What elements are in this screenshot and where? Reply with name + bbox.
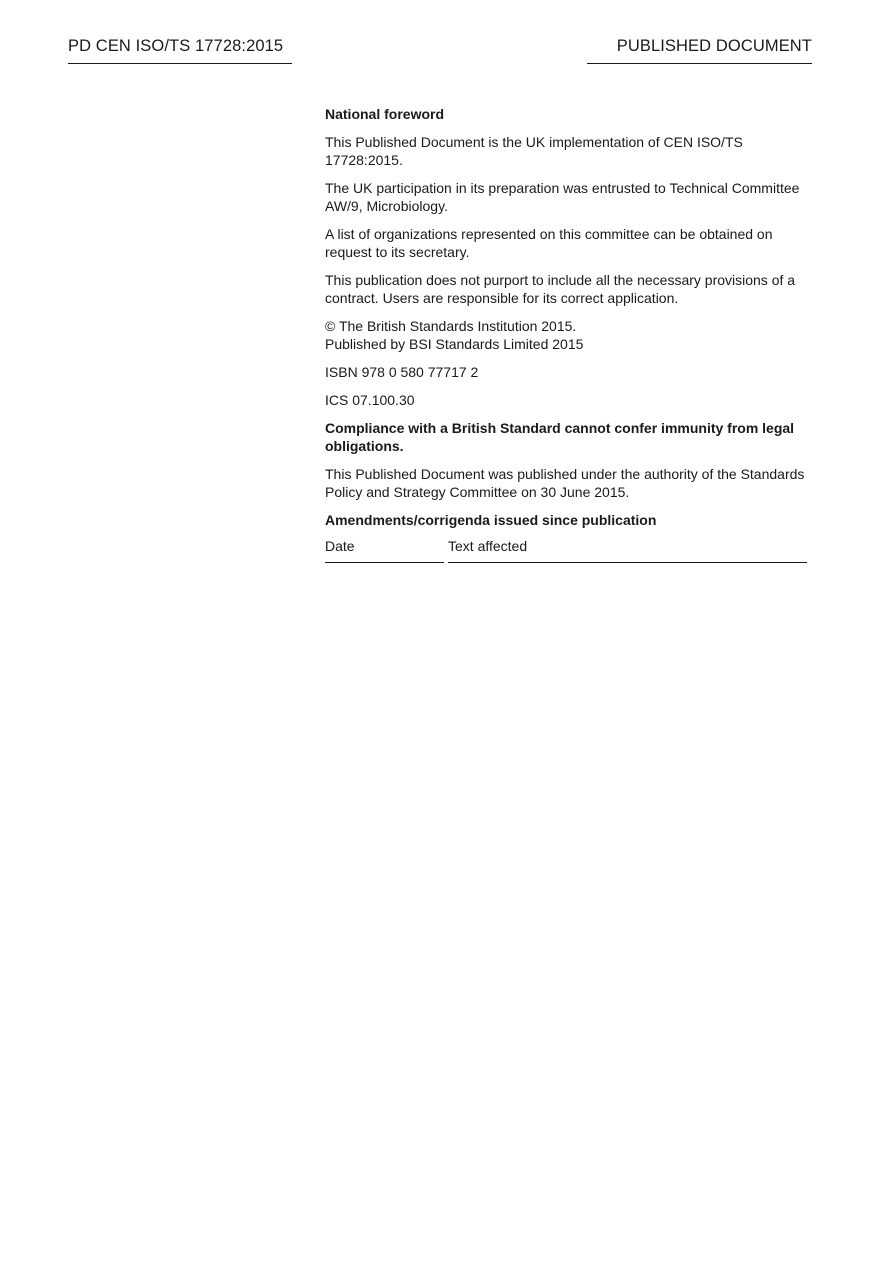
header-left <box>68 36 292 64</box>
document-number: PD CEN ISO/TS 17728:2015 <box>68 37 284 55</box>
implementation-paragraph: This Published Document is the UK implementation of CEN ISO/TS 17728:2015. <box>325 134 743 168</box>
amendments-heading: Amendments/corrigenda issued since publication <box>325 512 657 528</box>
national-foreword <box>325 105 807 563</box>
copyright-line: © The British Standards Institution 2015. <box>325 318 577 334</box>
amendments-table <box>325 533 807 563</box>
authority-paragraph: This Published Document was published under the authority of the Standards Policy and Strategy Committee on 30 June 2015. <box>325 466 805 500</box>
copyright-block <box>325 317 807 353</box>
isbn: ISBN 978 0 580 77717 2 <box>325 364 479 380</box>
table-row <box>325 533 807 563</box>
organizations-paragraph: A list of organizations represented on this committee can be obtained on request to its secretary. <box>325 226 773 260</box>
document-type: PUBLISHED DOCUMENT <box>616 37 812 55</box>
compliance-notice: Compliance with a British Standard cannot confer immunity from legal obligations. <box>325 420 795 454</box>
foreword-heading: National foreword <box>325 106 445 122</box>
committee-paragraph: The UK participation in its preparation was entrusted to Technical Committee AW/9, Microbiology. <box>325 180 800 214</box>
contract-paragraph: This publication does not purport to include all the necessary provisions of a contract. Users are responsible for its correct application. <box>325 272 796 306</box>
column-header-date: Date <box>325 533 446 563</box>
column-header-text-affected: Text affected <box>446 533 807 563</box>
publisher-line: Published by BSI Standards Limited 2015 <box>325 336 584 352</box>
ics-code: ICS 07.100.30 <box>325 392 415 408</box>
header-right <box>587 36 812 64</box>
